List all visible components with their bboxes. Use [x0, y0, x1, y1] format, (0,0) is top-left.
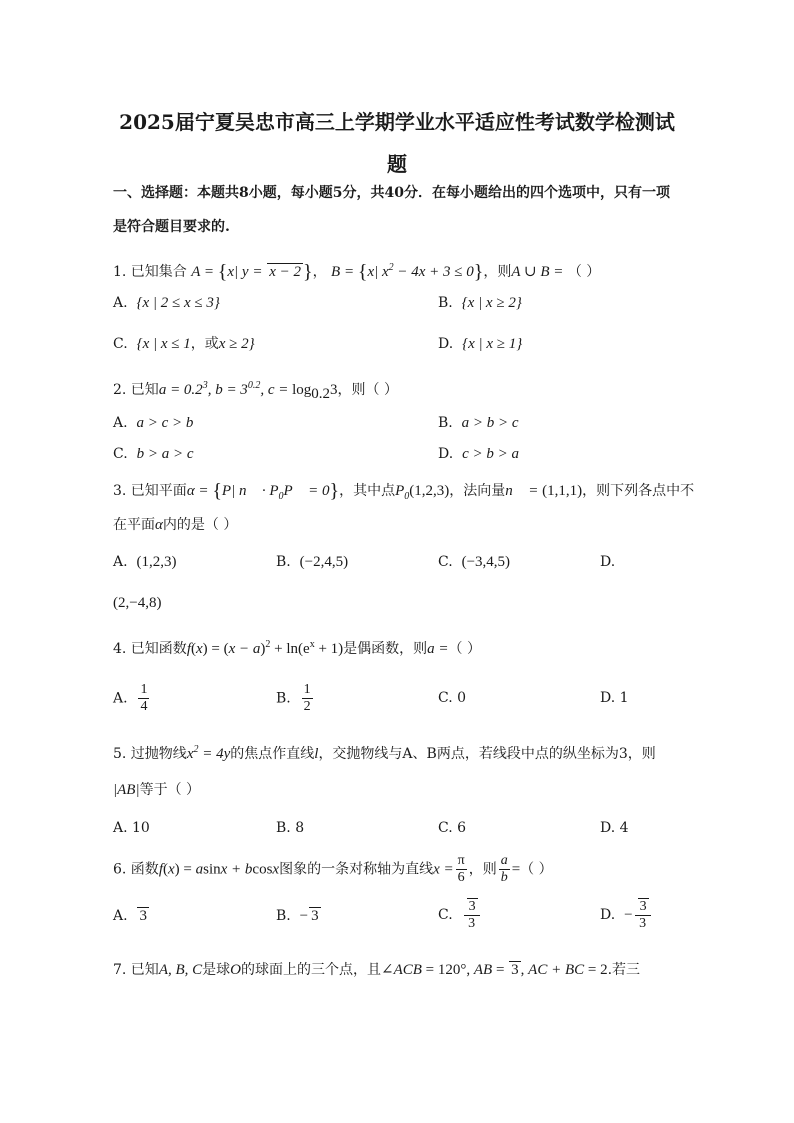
- question-3: 3. 已知平面α = {P| n⃗ · $P_0P⃗ = 0$}，其中点$P_0(1,2,3)$，法向量n⃗ = (1,1,1)，则下列各点中不: [113, 480, 695, 502]
- page-title-continued: 题: [387, 152, 407, 176]
- q5-option-d: D. 4: [600, 820, 629, 836]
- question-2: 2. 已知$a = 0.2^3$, $b = 3^{0.2}$, $c = \log_{0.2}3$，则（ ）: [113, 380, 398, 402]
- question-3-continued: 在平面α内的是（ ）: [113, 517, 238, 533]
- question-6: 6. 函数f(x) = asinx + bcosx图象的一条对称轴为直线x = $\frac{\pi}{6}$ ，则 $\frac{a}{b}$ =（ ）: [113, 853, 553, 885]
- question-1: 1. 已知集合 A = {x| y = x − 2 }， B = {x| $x^2 - 4x + 3 \le 0$}，则A ∪ B = （ ）: [113, 261, 601, 283]
- question-5: 5. 过抛物线$x^2 = 4y$的焦点作直线l，交抛物线与A、B两点，若线段中点的纵坐标为3，则: [113, 744, 656, 762]
- q2-option-d: D. c > b > a: [438, 446, 519, 462]
- set-a-formula: A = {x| y = x − 2 }: [191, 261, 313, 283]
- q5-option-c: C. 6: [438, 820, 467, 836]
- page-title: 2025届宁夏吴忠市高三上学期学业水平适应性考试数学检测试: [119, 110, 675, 134]
- set-b-formula: B = {x| $x^2 - 4x + 3 \le 0$}: [331, 261, 484, 283]
- q4-option-c: C. 0: [438, 690, 467, 706]
- section-header-continued: 是符合题目要求的.: [113, 219, 230, 235]
- q6-option-a: A. 3: [113, 908, 147, 924]
- q1-option-a: A. {x | 2 ≤ x ≤ 3}: [113, 295, 220, 311]
- q3-option-c: C. (−3,4,5): [438, 554, 511, 570]
- q5-option-a: A. 10: [113, 820, 150, 836]
- q1-option-b: B. {x | x ≥ 2}: [438, 295, 522, 311]
- q3-option-d-value: (2,−4,8): [113, 595, 162, 611]
- q4-option-b: B. $\frac{1}{2}$: [276, 682, 311, 714]
- q3-option-b: B. (−2,4,5): [276, 554, 349, 570]
- section-header: 一、选择题：本题共8小题，每小题5分，共40分．在每小题给出的四个选项中，只有一项: [113, 185, 670, 201]
- q3-option-a: A. (1,2,3): [113, 554, 177, 570]
- q5-option-b: B. 8: [276, 820, 305, 836]
- question-7: 7. 已知A, B, C是球O的球面上的三个点，且∠ACB = 120°, AB = 3 , AC + BC = 2.若三: [113, 962, 641, 978]
- q2-option-c: C. b > a > c: [113, 446, 194, 462]
- q6-option-b: B. − 3: [276, 908, 319, 924]
- q6-option-d: D. − $\frac{3}{3}$: [600, 898, 653, 932]
- question-5-continued: |AB|等于（ ）: [113, 782, 201, 798]
- q4-option-a: A. $\frac{1}{4}$: [113, 682, 148, 714]
- union-formula: A ∪ B =: [511, 264, 564, 280]
- q1-option-d: D. {x | x ≥ 1}: [438, 336, 523, 352]
- q2-option-b: B. a > b > c: [438, 415, 519, 431]
- q6-option-c: C. $\frac{3}{3}$: [438, 898, 482, 932]
- q1-option-c: C. {x | x ≤ 1，或x ≥ 2}: [113, 336, 255, 352]
- q2-option-a: A. a > c > b: [113, 415, 194, 431]
- question-4: 4. 已知函数$f(x) = (x - a)^2 + \ln(e^x + 1)$是偶函数，则a =（ ）: [113, 639, 481, 657]
- q3-option-d: D.: [600, 554, 616, 570]
- q4-option-d: D. 1: [600, 690, 629, 706]
